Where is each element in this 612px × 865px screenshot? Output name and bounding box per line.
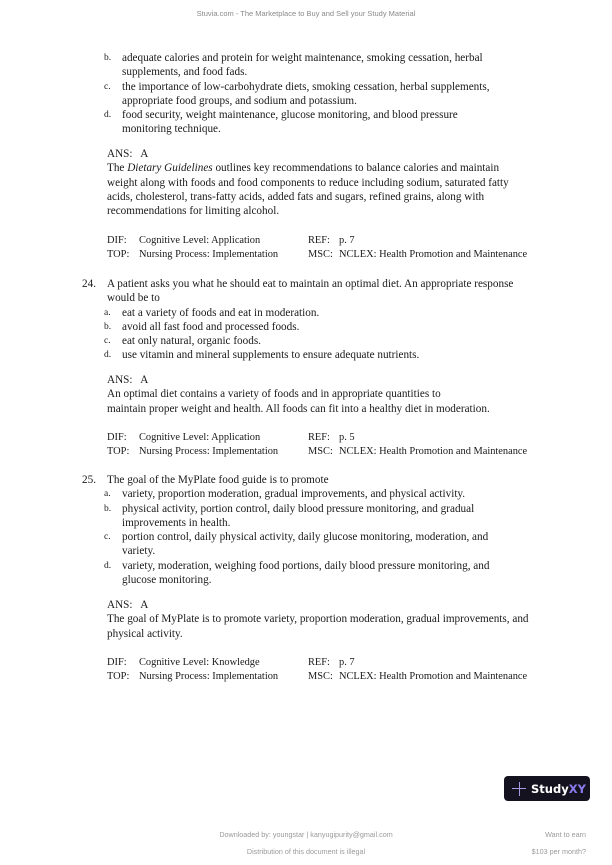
rationale [0, 161, 582, 175]
plus-icon [512, 782, 526, 796]
msc-value: NCLEX: Health Promotion and Maintenance [339, 671, 528, 683]
option-text: variety, proportion moderation, gradual improvements, and physical activity. [122, 488, 466, 501]
distribution-notice: Distribution of this document is illegal [246, 847, 366, 856]
dif-label: DIF: [107, 657, 127, 668]
option-letter: a. [104, 307, 111, 318]
dif-value: Cognitive Level: Application [139, 432, 261, 443]
msc-value: NCLEX: Health Promotion and Maintenance [339, 446, 528, 458]
answer-25 [0, 598, 612, 641]
ref-value: p. 7 [339, 235, 355, 246]
option-text: eat only natural, organic foods. [122, 335, 261, 348]
option-letter: d. [104, 110, 112, 121]
msc-value: NCLEX: Health Promotion and Maintenance [339, 249, 528, 261]
question-stem [0, 277, 577, 306]
rationale-italic: Dietary Guidelines [127, 162, 213, 175]
option-text: adequate calories and protein for weight maintenance, smoking cessation, herbal [122, 52, 483, 64]
option-letter: b. [104, 321, 112, 332]
option-text: supplements, and food fads. [122, 66, 248, 79]
option-text: variety. [122, 545, 156, 558]
option-text: use vitamin and mineral supplements to ensure adequate nutrients. [122, 349, 420, 362]
option-text: food security, weight maintenance, glucose monitoring, and blood pressure [122, 109, 458, 122]
earn-promo-line1[interactable]: Want to earn [545, 830, 586, 839]
option-b [0, 51, 534, 80]
meta-25 [0, 656, 612, 684]
top-value: Nursing Process: Implementation [139, 671, 279, 683]
rationale-text: physical activity. [107, 627, 183, 640]
rationale-text: An optimal diet contains a variety of foods and in appropriate quantities to [107, 388, 441, 401]
option-text: eat a variety of foods and eat in moderation. [122, 306, 320, 319]
dif-label: DIF: [107, 432, 127, 443]
question-24 [0, 277, 612, 363]
stem-text: would be to [107, 292, 160, 305]
downloaded-by: Downloaded by: youngstar | kanyugipurity@gmail.com [219, 830, 393, 839]
stem-text: The goal of the MyPlate food guide is to promote [107, 474, 329, 486]
stem-text: A patient asks you what he should eat to maintain an optimal diet. An appropriate response [107, 278, 514, 290]
option-a [0, 487, 534, 501]
option-letter: b. [104, 503, 112, 514]
option-letter: d. [104, 560, 112, 571]
ref-value: p. 5 [339, 432, 355, 443]
option-d [0, 348, 534, 362]
meta-23 [0, 234, 612, 262]
question-stem [0, 473, 577, 487]
option-text: avoid all fast food and processed foods. [122, 320, 300, 333]
site-header: Stuvia.com - The Marketplace to Buy and Sell your Study Material [196, 9, 416, 18]
msc-label: MSC: [308, 446, 333, 458]
option-letter: a. [104, 489, 111, 500]
option-c [0, 334, 534, 348]
option-text: the importance of low-carbohydrate diets, smoking cessation, herbal supplements, [122, 80, 490, 93]
rationale-text: outlines key recommendations to balance calories and maintain [212, 162, 500, 175]
question-25 [0, 473, 612, 587]
meta-24 [0, 431, 612, 459]
ref-label: REF: [308, 235, 330, 246]
studyxy-logo-text [531, 782, 586, 796]
option-text: appropriate food groups, and sodium and potassium. [122, 94, 357, 107]
top-label: TOP: [107, 446, 130, 458]
option-letter: b. [104, 53, 112, 63]
rationale-text: weight along with foods and food components to reduce including sodium, saturated fatty [107, 176, 509, 189]
question-number: 24. [82, 278, 96, 290]
option-letter: d. [104, 350, 112, 361]
dif-label: DIF: [107, 235, 127, 246]
ref-value: p. 7 [339, 657, 355, 668]
option-letter: c. [104, 336, 111, 347]
dif-value: Cognitive Level: Knowledge [139, 657, 260, 668]
rationale-text: recommendations for limiting alcohol. [107, 205, 280, 218]
top-label: TOP: [107, 249, 130, 261]
option-text: variety, moderation, weighing food portions, daily blood pressure monitoring, and [122, 559, 490, 572]
brand-accent: XY [568, 781, 586, 796]
option-text: portion control, daily physical activity, daily glucose monitoring, moderation, and [122, 531, 489, 544]
option-c [0, 80, 534, 109]
msc-label: MSC: [308, 671, 333, 683]
answer-label: ANS: A [107, 599, 149, 611]
ref-label: REF: [308, 657, 330, 668]
dif-value: Cognitive Level: Application [139, 235, 261, 246]
rationale-text: maintain proper weight and health. All foods can fit into a healthy diet in moderation. [107, 402, 490, 415]
option-c [0, 530, 534, 559]
rationale-text: acids, cholesterol, trans-fatty acids, added fats and sugars, refined grains, along with [107, 190, 485, 203]
option-b [0, 320, 534, 334]
rationale-text: The goal of MyPlate is to promote variety, proportion moderation, gradual improvements, and [107, 613, 529, 626]
answer-24 [0, 373, 612, 416]
question-23-tail [0, 51, 612, 137]
option-letter: c. [104, 532, 111, 543]
ref-label: REF: [308, 432, 330, 443]
option-text: monitoring technique. [122, 123, 221, 136]
answer-label: ANS: A [107, 148, 149, 160]
top-label: TOP: [107, 671, 130, 683]
option-text: glucose monitoring. [122, 574, 212, 587]
option-text: physical activity, portion control, daily blood pressure monitoring, and gradual [122, 502, 475, 515]
option-letter: c. [104, 81, 111, 92]
option-d [0, 559, 534, 588]
earn-promo-line2[interactable]: $103 per month? [531, 847, 586, 856]
rationale-text: The [107, 162, 128, 175]
brand-main: Study [531, 781, 569, 796]
option-text: improvements in health. [122, 516, 231, 529]
answer-label: ANS: A [107, 374, 149, 386]
question-number: 25. [82, 474, 96, 486]
top-value: Nursing Process: Implementation [139, 446, 279, 458]
top-value: Nursing Process: Implementation [139, 249, 279, 261]
answer-23 [0, 147, 612, 218]
option-b [0, 502, 534, 531]
option-a [0, 306, 534, 320]
option-d [0, 108, 534, 137]
msc-label: MSC: [308, 249, 333, 261]
studyxy-badge[interactable] [504, 776, 590, 801]
